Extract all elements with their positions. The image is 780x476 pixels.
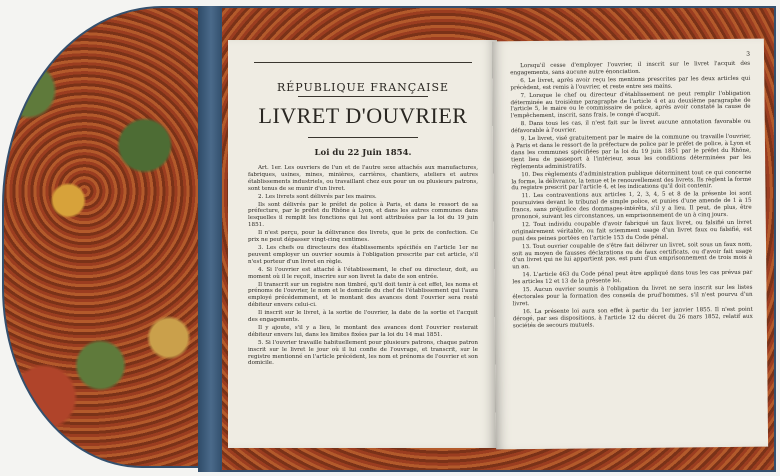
paragraph: Il inscrit sur le livret, à la sortie de l'ouvrier, la date de la sortie et l'acquit des engagements. — [248, 310, 478, 324]
page-number: 3 — [746, 50, 751, 58]
paragraph: Lorsqu'il cesse d'employer l'ouvrier, il inscrit sur le livret l'acquit des engagements, sans aucune autre énonciation. — [510, 60, 751, 77]
paragraph: 11. Les contraventions aux articles 1, 2, 3, 4, 5 et 8 de la présente loi sont poursuivies devant le tribunal de simple police, et punies d'une amende de 1 à 15 francs, sans préjudice des dommages-intérêts, s'il y a lieu. Il peut, de plus, être prononcé, suivant les circonstances, un emprisonnement de un à cinq jours. — [511, 191, 752, 221]
paragraph: 10. Des règlements d'administration publique déterminent tout ce qui concerne la forme, la délivrance, la tenue et le renouvellement des livrets. Ils règlent la forme du registre prescrit par l'article 4, et les indications qu'il doit contenir. — [511, 169, 752, 192]
paragraph: Il n'est perçu, pour la délivrance des livrets, que le prix de confection. Ce prix ne peut dépasser vingt-cinq centimes. — [248, 230, 478, 244]
paragraph: 12. Tout individu coupable d'avoir fabriqué un faux livret, ou falsifié un livret originairement véritable, ou fait sciemment usage d'un livret faux ou falsifié, est puni des peines portées en l'article 153 du Code pénal. — [511, 219, 752, 242]
page-title: LIVRET D'OUVRIER — [258, 103, 468, 128]
paragraph: 13. Tout ouvrier coupable de s'être fait délivrer un livret, soit sous un faux nom, soit au moyen de fausses déclarations ou de faux certificats, ou d'avoir fait usage d'un livret qui ne lui appartient pas, est puni d'un emprisonnement de trois mois à un an. — [512, 241, 753, 271]
paragraph: Ils sont délivrés par le préfet de police à Paris, et dans le ressort de sa préfecture, par le préfet du Rhône à Lyon, et dans les autres communes dans lesquelles il remplit les fonctions qui lui sont attribuées par la loi du 19 juin 1851. — [248, 201, 478, 229]
paragraph: 16. La présente loi aura son effet à partir du 1er janvier 1855. Il n'est point dérogé, par ses dispositions, à l'article 12 du décret du 26 mars 1852, relatif aux sociétés de secours mutuels. — [512, 306, 753, 329]
paragraph: 6. Le livret, après avoir reçu les mentions prescrites par les deux articles qui précèdent, est remis à l'ouvrier, et reste entre ses mains. — [510, 75, 751, 91]
paragraph: 7. Lorsque le chef ou directeur d'établissement ne peut remplir l'obligation déterminée au troisième paragraphe de l'article 4 et au deuxième paragraphe de l'article 5, le maire ou le commissaire de police, après avoir constaté la cause de l'empêchement, inscrit, sans frais, le congé d'acquit. — [510, 90, 751, 120]
top-rule — [254, 62, 472, 63]
left-page — [228, 40, 496, 448]
divider-rule — [308, 137, 418, 138]
paragraph: 9. Le livret, visé gratuitement par le maire de la commune ou travaille l'ouvrier, à Paris et dans le ressort de la préfecture de police par le préfet de police, à Lyon et dans les communes spécifiées par la loi du 19 juin 1851 par le préfet du Rhône, tient lieu de passeport à l'intérieur, sous les conditions déterminées par les règlements administratifs. — [510, 133, 752, 170]
law-title: Loi du 22 Juin 1854. — [314, 148, 412, 158]
cover-flap-marbled — [2, 6, 207, 468]
paragraph: 15. Aucun ouvrier soumis à l'obligation du livret ne sera inscrit sur les listes électorales pour la formation des conseils de prud'hommes, s'il n'est pourvu d'un livret. — [512, 284, 753, 308]
right-text-body — [510, 61, 753, 330]
paragraph: Il transcrit sur un registre non timbré, qu'il doit tenir à cet effet, les noms et prénoms de l'ouvrier, le nom et le domicile du chef de l'établissement qui l'aura employé précédemment, et le montant des avances dont l'ouvrier sera resté débiteur envers celui-ci. — [248, 281, 478, 309]
paragraph: 4. Si l'ouvrier est attaché à l'établissement, le chef ou directeur, doit, au moment où il le reçoit, inscrire sur son livret la date de son entrée. — [248, 266, 478, 280]
republic-heading: RÉPUBLIQUE FRANÇAISE — [276, 81, 450, 94]
left-text-body — [248, 165, 478, 367]
paragraph: 14. L'article 463 du Code pénal peut être appliqué dans tous les cas prévus par les articles 12 et 13 de la présente loi. — [512, 270, 753, 286]
paragraph: Il y ajoute, s'il y a lieu, le montant des avances dont l'ouvrier resterait débiteur envers lui, dans les limites fixées par la loi du 14 mai 1851. — [248, 324, 478, 338]
paragraph: Art. 1er. Les ouvriers de l'un et de l'autre sexe attachés aux manufactures, fabriques, usines, mines, minières, carrières, chantiers, ateliers et autres établissements industriels, ou travaillant chez eux pour un ou plusieurs patrons, sont tenus de se munir d'un livret. — [248, 165, 478, 192]
paragraph: 8. Dans tous les cas, il n'est fait sur le livret aucune annotation favorable ou défavorable à l'ouvrier. — [510, 118, 751, 135]
right-page — [492, 39, 768, 450]
paragraph: 3. Les chefs ou directeurs des établissements spécifiés en l'article 1er ne peuvent employer un ouvrier soumis à l'obligation prescrite par cet article, s'il n'est porteur d'un livret en règle. — [248, 244, 478, 265]
paragraph: 2. Les livrets sont délivrés par les maires. — [258, 193, 377, 200]
paragraph: 5. Si l'ouvrier travaille habituellement pour plusieurs patrons, chaque patron inscrit sur le livret le jour où il lui confie de l'ouvrage, et transcrit, sur le registre mentionné en l'article précédent, les nom et prénoms de l'ouvrier et son domicile. — [248, 339, 478, 367]
divider-rule — [298, 96, 428, 97]
